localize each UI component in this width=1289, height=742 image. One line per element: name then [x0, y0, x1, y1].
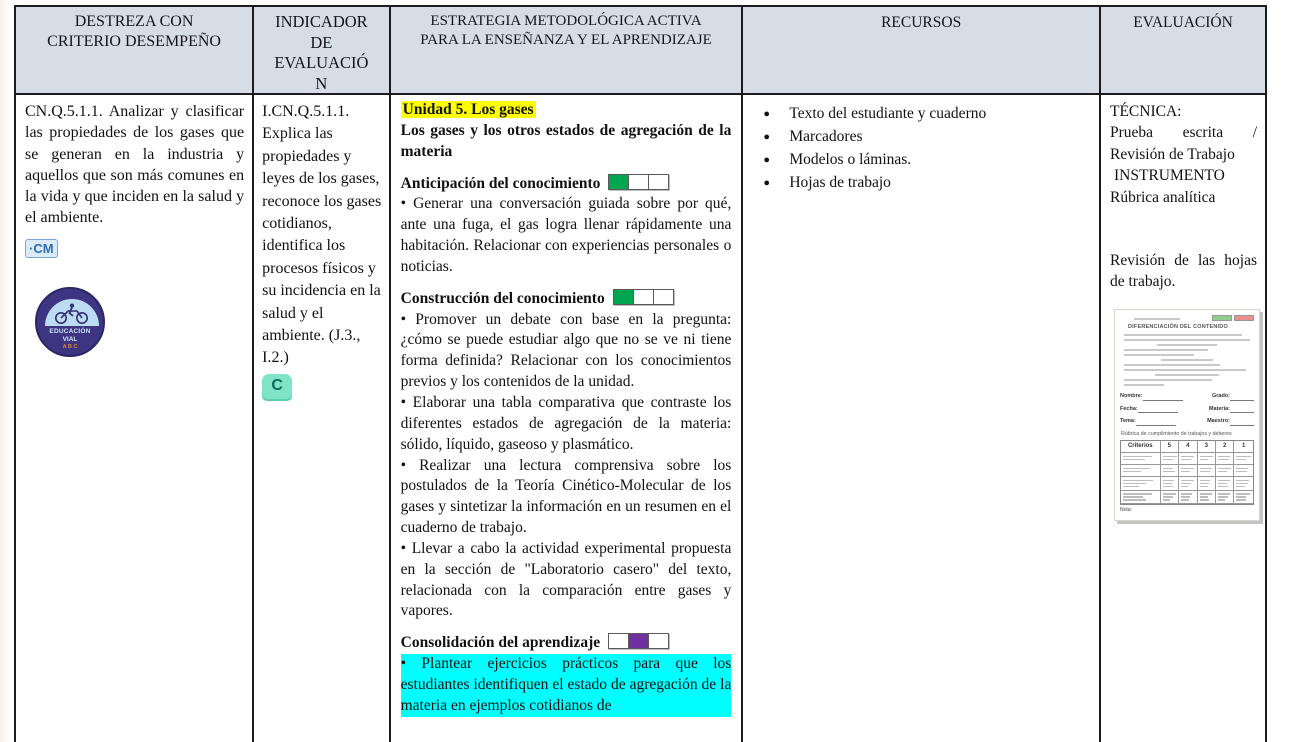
instrument-text: Rúbrica analítica	[1110, 188, 1216, 206]
rubric-header: 4	[1179, 441, 1197, 453]
field-label: Fecha:	[1120, 405, 1138, 412]
badge-line-2: VIAL	[62, 335, 78, 343]
field-label: Materia:	[1208, 405, 1230, 412]
thumb-rubric-table	[1120, 440, 1254, 505]
bullet-construccion-1: • Promover un debate con base en la pregunta: ¿cómo se puede estudiar algo que no se ve ni tiene forma definida? Relacionar con los conocimientos previos y los contenidos de la unidad.	[400, 310, 732, 391]
c-icon-label: C	[271, 376, 283, 394]
bar-segment	[648, 174, 669, 190]
badge-line-3: A B C	[62, 343, 78, 350]
rubric-thumbnail-image[interactable]	[1114, 309, 1260, 522]
cell-destreza	[16, 95, 252, 742]
bar-segment	[648, 633, 669, 649]
progress-bar-anticipacion	[608, 174, 669, 190]
lesson-plan-table	[14, 5, 1267, 742]
bar-segment	[628, 174, 649, 190]
rubric-header: Criterios	[1121, 441, 1161, 453]
field-label: Nombre:	[1120, 393, 1143, 400]
bar-segment	[608, 633, 629, 649]
section-heading-anticipacion: Anticipación del conocimiento	[401, 174, 732, 195]
unit-title-highlight: Unidad 5. Los gases	[402, 101, 534, 118]
header-estrategia: ESTRATEGIA METODOLÓGICA ACTIVA PARA LA ENSEÑANZA Y EL APRENDIZAJE	[391, 7, 742, 95]
progress-bar-consolidacion	[608, 633, 669, 649]
green-chip	[1212, 315, 1232, 321]
cell-evaluacion	[1101, 95, 1265, 742]
spacer	[1110, 208, 1257, 250]
page-left-edge	[0, 0, 12, 742]
column-destreza	[16, 7, 254, 742]
column-indicador	[254, 7, 391, 742]
bullet-construccion-2: • Elaborar una tabla comparativa que contraste los diferentes estados de agregación de la materia: sólido, líquido, gaseoso y plasmático.	[400, 393, 732, 453]
thumb-doc-title: DIFERENCIACIÓN DEL CONTENIDO	[1128, 323, 1228, 330]
educacion-vial-badge	[35, 287, 105, 357]
rubric-header: 2	[1216, 441, 1234, 453]
rubric-header: 5	[1161, 441, 1179, 453]
rubric-header: 1	[1234, 441, 1252, 453]
section-heading-consolidacion: Consolidación del aprendizaje	[401, 633, 732, 654]
cell-indicador	[254, 95, 389, 742]
thumb-institution-line	[1134, 318, 1180, 320]
bar-segment	[628, 633, 649, 649]
red-chip	[1234, 315, 1254, 321]
cm-icon	[25, 239, 58, 258]
bar-segment	[613, 289, 634, 305]
c-icon	[262, 374, 292, 399]
thumb-form	[1120, 393, 1254, 426]
rubric-header: 3	[1198, 441, 1216, 453]
destreza-text: CN.Q.5.1.1. Analizar y clasificar las propiedades de los gases que se generan en la industria y aquellos que son más comunes en la vida y que inciden en la salud y el ambiente.	[25, 103, 245, 227]
technique-text: Prueba escrita / Revisión de Trabajo	[1110, 124, 1257, 163]
resource-item: ● Modelos o láminas.	[755, 149, 1089, 171]
column-recursos	[743, 7, 1101, 742]
instrument-label: INSTRUMENTO	[1114, 167, 1225, 185]
progress-bar-construccion	[613, 289, 674, 305]
bullet-construccion-4: • Llevar a cabo la actividad experimental propuesta en la sección de "Laboratorio casero" del texto, relacionada con la comparación entre gases y vapores.	[400, 539, 732, 620]
field-label: Tema:	[1120, 418, 1136, 425]
column-estrategia	[391, 7, 744, 742]
resource-item: ● Texto del estudiante y cuaderno	[755, 103, 1089, 125]
bullet-consolidacion-1: • Plantear ejercicios prácticos para que los estudiantes identifiquen el estado de agregación de la materia en ejemplos cotidianos de	[401, 654, 732, 717]
header-recursos: RECURSOS	[743, 7, 1099, 95]
bullet-construccion-3: • Realizar una lectura comprensiva sobre los postulados de la Teoría Cinético-Molecular de los gases y sintetizar la información en un resumen en el cuaderno de trabajo.	[400, 456, 732, 537]
section-heading-construccion: Construcción del conocimiento	[401, 289, 732, 310]
review-text: Revisión de las hojas de trabajo.	[1110, 251, 1257, 291]
cell-estrategia	[391, 95, 742, 742]
technique-label: TÉCNICA:	[1110, 103, 1182, 120]
bar-segment	[608, 174, 629, 190]
cell-recursos	[743, 95, 1099, 742]
thumb-rubric-title: Rúbrica de cumplimiento de trabajos y deberes	[1121, 430, 1232, 437]
bar-segment	[633, 289, 654, 305]
header-indicador: INDICADOR DE EVALUACIÓN	[254, 7, 389, 95]
column-evaluacion	[1101, 7, 1265, 742]
field-label: Maestro:	[1207, 418, 1230, 425]
bullet-anticipacion-1: • Generar una conversación guiada sobre por qué, ante una fuga, el gas logra llenar rápidamente una habitación. Relacionar con experiencias personales o noticias.	[400, 195, 732, 275]
resource-item: ● Marcadores	[755, 126, 1089, 148]
thumb-nota-label: Nota:	[1120, 507, 1132, 514]
header-evaluacion: EVALUACIÓN	[1101, 7, 1265, 95]
resources-list	[755, 103, 1089, 194]
badge-line-1: EDUCACIÓN	[49, 327, 91, 335]
cm-icon-label: ·CM	[29, 240, 54, 256]
cyclist-icon	[45, 299, 99, 326]
resource-item: ● Hojas de trabajo	[755, 172, 1089, 194]
bar-segment	[653, 289, 674, 305]
field-label: Grado:	[1211, 393, 1230, 400]
unit-subtitle: Los gases y los otros estados de agregación de la materia	[400, 121, 732, 160]
header-destreza: DESTREZA CON CRITERIO DESEMPEÑO	[16, 7, 252, 95]
indicador-text: I.CN.Q.5.1.1. Explica las propiedades y leyes de los gases, reconoce los gases cotidianos, identifica los procesos físicos y su incidencia en la salud y el ambiente. (J.3., I.2.)	[262, 103, 382, 367]
unit-title-line	[401, 100, 732, 121]
thumb-status-chips	[1212, 315, 1254, 321]
